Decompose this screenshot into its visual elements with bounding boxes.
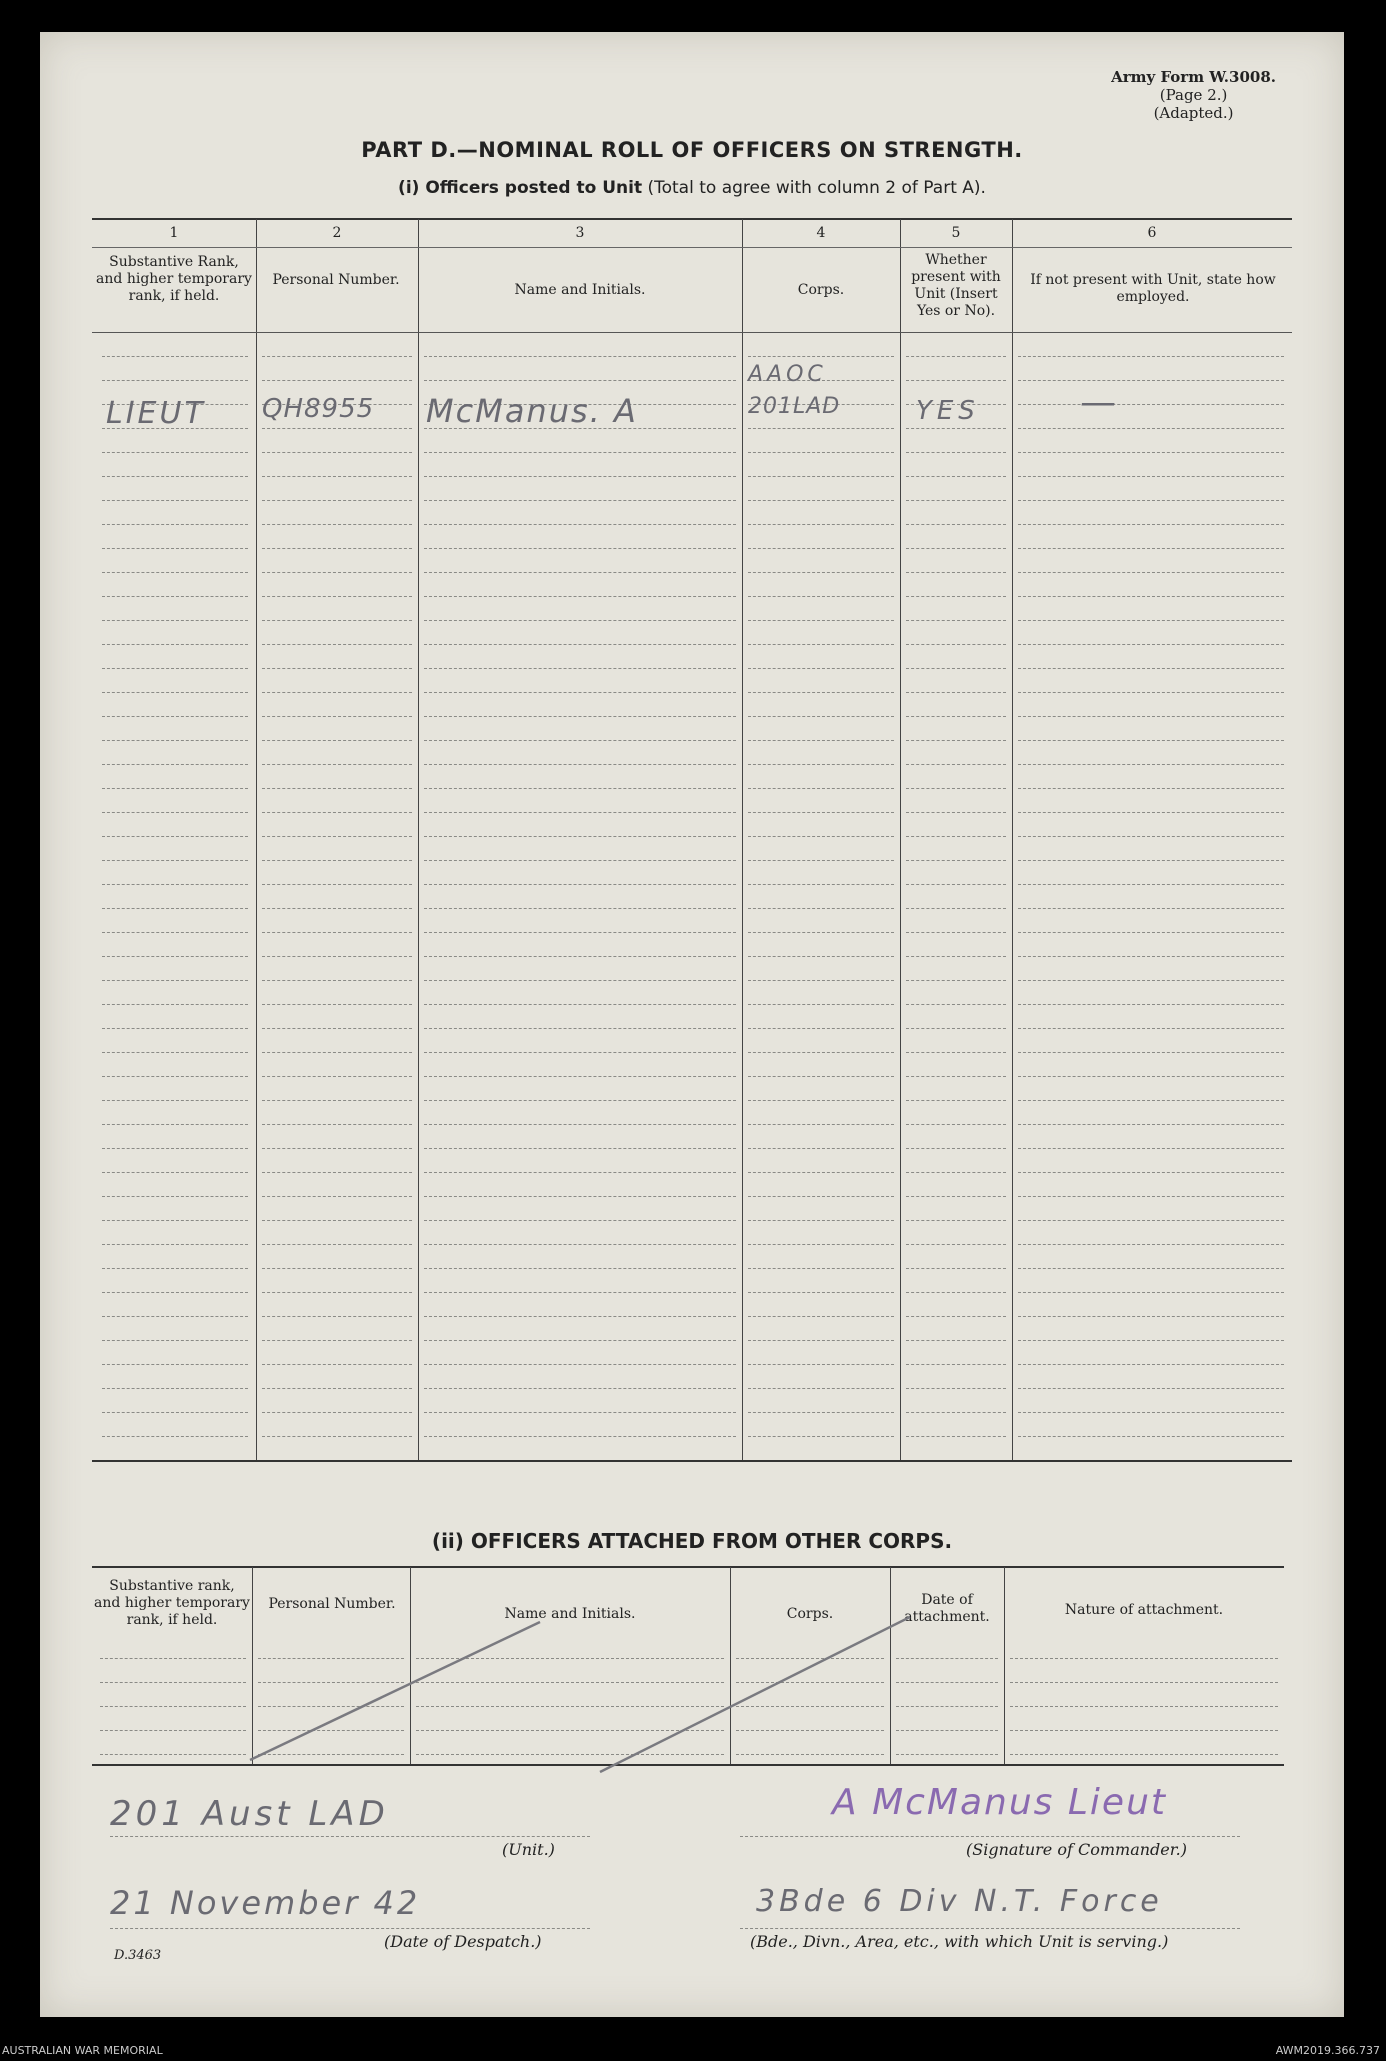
date-line xyxy=(110,1928,590,1929)
attached-header-name: Name and Initials. xyxy=(504,1606,636,1622)
attached-header-corps: Corps. xyxy=(786,1606,834,1622)
header-rank: Substantive Rank, and higher temporary rank, if held. xyxy=(96,254,252,304)
form-page-number: (Page 2.) xyxy=(1159,86,1228,104)
signature-line xyxy=(740,1836,1240,1837)
col-number-6: 6 xyxy=(1147,225,1157,241)
part-d-title: PART D.—NOMINAL ROLL OF OFFICERS ON STRENGTH. xyxy=(361,138,1023,162)
form-page xyxy=(40,32,1344,2017)
header-present: Whether present with Unit (Insert Yes or No). xyxy=(911,252,1001,319)
part-d-subtitle-rest: (Total to agree with column 2 of Part A). xyxy=(647,178,986,198)
header-employed: If not present with Unit, state how employed. xyxy=(1030,272,1276,305)
strike-through-lines xyxy=(40,32,1344,2017)
entry-name: McManus. A xyxy=(426,392,638,430)
footer-accession-number: AWM2019.366.737 xyxy=(1275,2044,1380,2057)
entry-corps-line1: AAOC xyxy=(748,362,827,387)
form-adapted: (Adapted.) xyxy=(1153,104,1234,122)
footer-credit: AUSTRALIAN WAR MEMORIAL xyxy=(2,2044,163,2057)
entry-rank: LIEUT xyxy=(106,396,206,431)
strike-line-2 xyxy=(600,1617,910,1772)
unit-line xyxy=(110,1836,590,1837)
signature-label: (Signature of Commander.) xyxy=(966,1840,1187,1859)
serving-value: 3Bde 6 Div N.T. Force xyxy=(756,1884,1163,1919)
attached-officers-title: (ii) OFFICERS ATTACHED FROM OTHER CORPS. xyxy=(431,1529,953,1553)
date-label: (Date of Despatch.) xyxy=(384,1932,542,1951)
entry-corps-line2: 201LAD xyxy=(748,394,841,419)
print-code: D.3463 xyxy=(114,1948,162,1963)
serving-line xyxy=(740,1928,1240,1929)
col-number-3: 3 xyxy=(575,225,585,241)
header-name: Name and Initials. xyxy=(514,282,646,298)
attached-header-rank: Substantive rank, and higher temporary rank, if held. xyxy=(94,1578,250,1628)
header-personal-number: Personal Number. xyxy=(272,272,400,288)
attached-header-nature: Nature of attachment. xyxy=(1064,1602,1224,1618)
entry-personal-number: QH8955 xyxy=(262,394,375,424)
date-value: 21 November 42 xyxy=(110,1884,421,1922)
entry-present: YES xyxy=(916,396,980,426)
unit-value: 201 Aust LAD xyxy=(110,1794,389,1834)
serving-label: (Bde., Divn., Area, etc., with which Unit is serving.) xyxy=(750,1932,1169,1951)
commander-signature: A McManus Lieut xyxy=(832,1782,1168,1823)
col-number-1: 1 xyxy=(169,225,179,241)
strike-line-1 xyxy=(250,1622,540,1760)
attached-header-date: Date of attachment. xyxy=(904,1592,990,1625)
col-number-4: 4 xyxy=(816,225,826,241)
unit-label: (Unit.) xyxy=(502,1840,555,1859)
header-corps: Corps. xyxy=(797,282,845,298)
form-name: Army Form W.3008. xyxy=(1111,68,1276,86)
part-d-subtitle-bold: (i) Officers posted to Unit xyxy=(398,178,643,198)
col-number-2: 2 xyxy=(332,225,342,241)
attached-header-personal-number: Personal Number. xyxy=(268,1596,396,1612)
entry-employed-dash: — xyxy=(1080,382,1116,423)
col-number-5: 5 xyxy=(951,225,961,241)
